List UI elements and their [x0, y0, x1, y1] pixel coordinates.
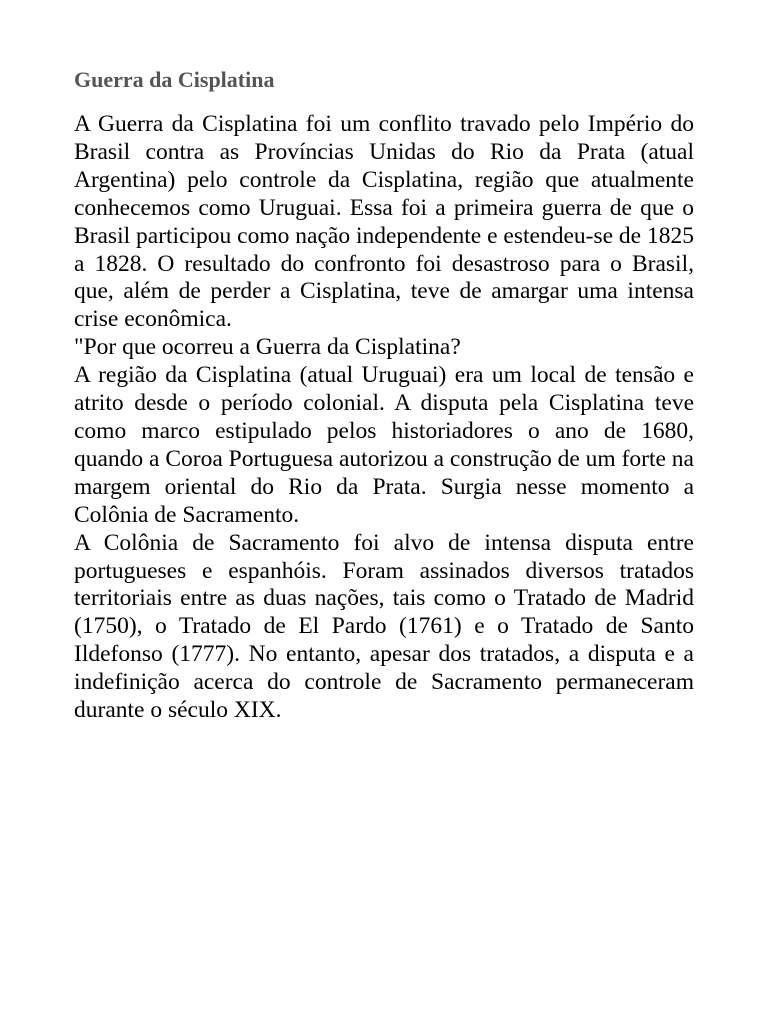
document-page [74, 66, 694, 725]
paragraph-sacramento: A Colônia de Sacramento foi alvo de intensa disputa entre portugueses e espanhóis. Foram assinados diversos tratados territoriais entre as duas nações, tais como o Tratado de Madrid (1750), o Tratado de El Pardo (1761) e o Tratado de Santo Ildefonso (1777). No entanto, apesar dos tratados, a disputa e a indefinição acerca do controle de Sacramento permaneceram durante o século XIX. [74, 529, 694, 724]
paragraph-question-heading: "Por que ocorreu a Guerra da Cisplatina? [74, 334, 461, 361]
paragraph-origins: A região da Cisplatina (atual Uruguai) era um local de tensão e atrito desde o período colonial. A disputa pela Cisplatina teve como marco estipulado pelos historiadores o ano de 1680, quando a Coroa Portuguesa autorizou a construção de um forte na margem oriental do Rio da Prata. Surgia nesse momento a Colônia de Sacramento. [74, 362, 694, 528]
document-title: Guerra da Cisplatina [74, 67, 275, 92]
paragraph-intro: A Guerra da Cisplatina foi um conflito travado pelo Império do Brasil contra as Províncias Unidas do Rio da Prata (atual Argentina) pelo controle da Cisplatina, região que atualmente conhecemos como Uruguai. Essa foi a primeira guerra de que o Brasil participou como nação independente e estendeu-se de 1825 a 1828. O resultado do confronto foi desastroso para o Brasil, que, além de perder a Cisplatina, teve de amargar uma intensa crise econômica. [74, 111, 694, 333]
